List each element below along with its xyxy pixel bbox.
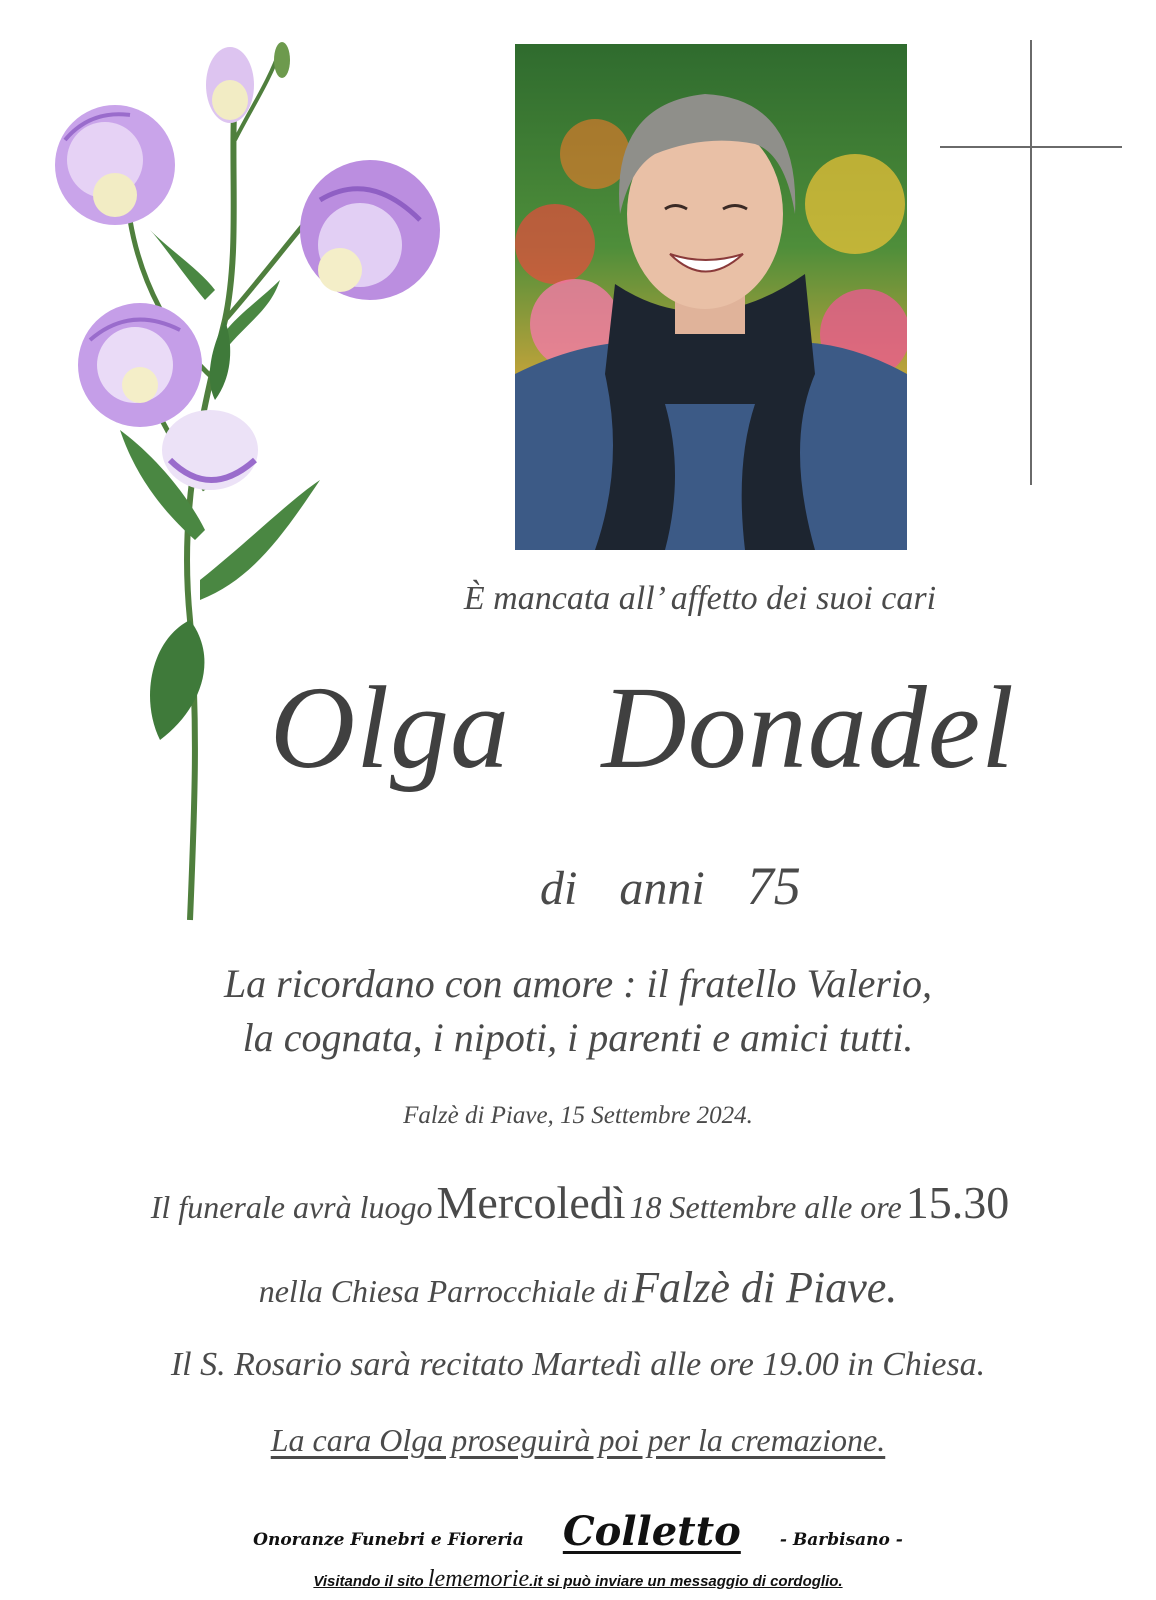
funeral-date: 18 Settembre alle ore — [629, 1189, 902, 1225]
portrait-photo — [515, 44, 907, 550]
age-anni: anni — [619, 862, 705, 915]
cross-vertical-line — [1030, 40, 1032, 485]
rosary-notice: Il S. Rosario sarà recitato Martedì alle ore 19.00 in Chiesa. — [170, 1346, 986, 1383]
deceased-name — [270, 660, 1150, 796]
funeral-place: Falzè di Piave. — [632, 1263, 898, 1312]
first-name: Olga — [270, 662, 510, 793]
agency-suffix: - Barbisano - — [779, 1530, 903, 1550]
funeral-line-1 — [60, 1176, 1100, 1229]
website-prefix: Visitando il sito — [313, 1573, 424, 1590]
remembered-by-line-1: La ricordano con amore : il fratello Valerio, — [223, 961, 933, 1006]
remembered-by-line-2: la cognata, i nipoti, i parenti e amici tutti. — [242, 1015, 914, 1060]
website-line — [0, 1566, 1156, 1593]
age-di: di — [540, 862, 578, 915]
lisianthus-flower-illustration — [20, 20, 460, 940]
age-line — [540, 855, 843, 917]
funeral-agency — [0, 1508, 1156, 1555]
website-name[interactable]: lememorie — [427, 1566, 530, 1592]
cremation-notice: La cara Olga proseguirà poi per la cremazione. — [270, 1422, 886, 1458]
agency-prefix: Onoranze Funebri e Fioreria — [253, 1530, 524, 1550]
church-prefix: nella Chiesa Parrocchiale di — [258, 1273, 629, 1309]
last-name: Donadel — [601, 662, 1015, 793]
website-tld[interactable]: .it — [529, 1573, 543, 1590]
cross-horizontal-line — [940, 146, 1122, 148]
age-value: 75 — [746, 856, 801, 916]
place-date: Falzè di Piave, 15 Settembre 2024. — [403, 1102, 753, 1129]
website-suffix: si può inviare un messaggio di cordoglio. — [546, 1573, 843, 1590]
funeral-time: 15.30 — [905, 1177, 1010, 1228]
intro-phrase: È mancata all’ affetto dei suoi cari — [463, 580, 937, 617]
funeral-line-2 — [0, 1262, 1156, 1313]
agency-brand: Colletto — [562, 1508, 741, 1555]
funeral-intro: Il funerale avrà luogo — [150, 1189, 433, 1225]
funeral-day: Mercoledì — [436, 1177, 626, 1228]
